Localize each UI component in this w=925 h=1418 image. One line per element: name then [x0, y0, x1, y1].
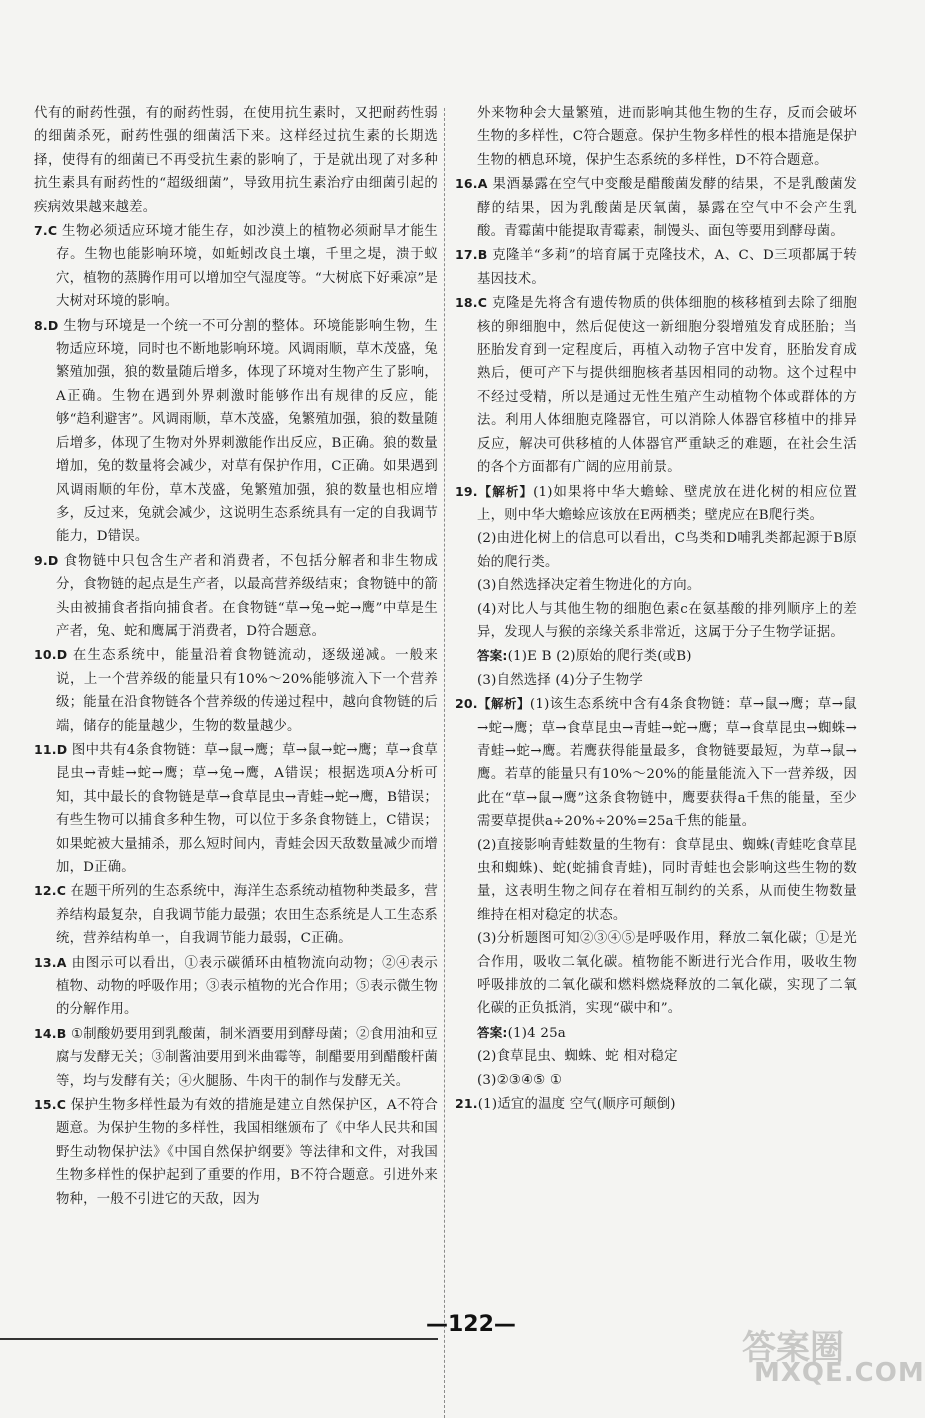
- paragraph: [455, 669, 857, 692]
- paragraph: [455, 834, 857, 928]
- question-lead: 15.C: [34, 1097, 67, 1113]
- paragraph-text: 保护生物多样性最为有效的措施是建立自然保护区，A不符合题意。为保护生物的多样性，我国相继颁布了《中华人民共和国野生动物保护法》《中国自然保护纲要》等法律和文件，对我国生物多样性的保护起到了重要的作用，B不符合题意。引进外来物种，一般不引进它的天敌，因为: [56, 1098, 438, 1207]
- question-lead: 12.C: [34, 883, 67, 899]
- page-number: —122—: [426, 1312, 516, 1337]
- paragraph-text: 图中共有4条食物链：草→鼠→鹰；草→鼠→蛇→鹰；草→食草昆虫→青蛙→蛇→鹰；草→兔→鹰，A错误；根据选项A分析可知，其中最长的食物链是草→食草昆虫→青蛙→蛇→鹰，B错误；有些生物可以捕食多种生物，可以位于多条食物链上，C错误；如果蛇被大量捕杀，那么短时间内，青蛙会因天敌数量减少而增加，D正确。: [56, 742, 438, 875]
- question-lead: 7.C: [34, 223, 58, 239]
- paragraph-text: (1)E B (2)原始的爬行类(或B): [507, 649, 692, 665]
- question-lead: 答案:: [477, 648, 508, 664]
- paragraph: [455, 927, 857, 1021]
- paragraph-text: 在题干所列的生态系统中，海洋生态系统动植物种类最多，营养结构最复杂，自我调节能力最强；农田生态系统是人工生态系统，营养结构单一，自我调节能力最弱，C正确。: [56, 884, 438, 947]
- paragraph-text: (3)②③④⑤ ①: [477, 1072, 563, 1088]
- paragraph: [455, 291, 857, 479]
- paragraph: [34, 879, 438, 950]
- paragraph-text: (3)自然选择决定着生物进化的方向。: [477, 578, 701, 594]
- question-lead: 8.D: [34, 317, 59, 333]
- question-lead: 答案:: [477, 1024, 508, 1040]
- question-lead: 10.D: [34, 647, 68, 663]
- paragraph-text: 果酒暴露在空气中变酸是醋酸菌发酵的结果，不是乳酸菌发酵的结果，因为乳酸菌是厌氧菌，暴露在空气中不会产生乳酸。青霉菌中能提取青霉素，制馒头、面包等要用到酵母菌。: [477, 177, 857, 240]
- paragraph: [34, 102, 438, 219]
- paragraph: [34, 1022, 438, 1093]
- paragraph: [455, 1069, 857, 1092]
- paragraph-text: (1)如果将中华大蟾蜍、壁虎放在进化树的相应位置上，则中华大蟾蜍应该放在E两栖类；壁虎应在B爬行类。: [477, 484, 857, 523]
- paragraph: [34, 549, 438, 644]
- paragraph: [455, 644, 857, 668]
- paragraph-text: (1)适宜的温度 空气(顺序可颠倒): [477, 1097, 676, 1113]
- question-lead: 18.C: [455, 295, 488, 311]
- left-column: [34, 102, 438, 1211]
- question-lead: 19.【解析】: [455, 483, 534, 499]
- question-lead: 13.A: [34, 954, 67, 970]
- paragraph-text: (2)食草昆虫、蜘蛛、蛇 相对稳定: [477, 1049, 678, 1065]
- paragraph-text: (2)直接影响青蛙数量的生物有：食草昆虫、蜘蛛(青蛙吃食草昆虫和蜘蛛)、蛇(蛇捕食青蛙)，同时青蛙也会影响这些生物的数量，这表明生物之间存在着相互制约的关系，从而使生物数量维持在相对稳定的状态。: [477, 837, 857, 923]
- paragraph: [34, 1093, 438, 1211]
- watermark-logo: [742, 1320, 925, 1388]
- paragraph: [455, 172, 857, 243]
- paragraph-text: ①制酸奶要用到乳酸菌，制米酒要用到酵母菌；②食用油和豆腐与发酵无关；③制酱油要用到米曲霉等，制醋要用到醋酸杆菌等，均与发酵有关；④火腿肠、牛肉干的制作与发酵无关。: [56, 1026, 438, 1089]
- bottom-rule: [0, 1338, 438, 1340]
- question-lead: 17.B: [455, 247, 488, 263]
- question-lead: 14.B: [34, 1025, 67, 1041]
- paragraph: [455, 527, 857, 574]
- question-lead: 21.: [455, 1096, 478, 1112]
- paragraph-text: 生物与环境是一个统一不可分割的整体。环境能影响生物，生物适应环境，同时也不断地影响环境。风调雨顺，草木茂盛，兔繁殖加强，狼的数量随后增多，体现了环境对生物产生了影响，A正确。生物在遇到外界刺激时能够作出有规律的反应，能够“趋利避害”。风调雨顺，草木茂盛，兔繁殖加强，狼的数量随后增多，体现了生物对外界刺激能作出反应，B正确。狼的数量增加，兔的数量将会减少，对草有保护作用，C正确。如果遇到风调雨顺的年份，草木茂盛，兔繁殖加强，狼的数量也相应增多，反过来，兔就会减少，这说明生态系统具有一定的自我调节能力，D错误。: [56, 318, 438, 545]
- question-lead: 11.D: [34, 741, 68, 757]
- column-divider: [444, 108, 445, 1418]
- paragraph-text: (3)分析题图可知②③④⑤是呼吸作用，释放二氧化碳；①是光合作用，吸收二氧化碳。植物能不断进行光合作用，吸收生物呼吸排放的二氧化碳和燃料燃烧释放的二氧化碳，实现了二氧化碳的正负抵消，实现“碳中和”。: [477, 931, 857, 1017]
- paragraph-text: 食物链中只包含生产者和消费者，不包括分解者和非生物成分，食物链的起点是生产者，以最高营养级结束；食物链中的箭头由被捕食者指向捕食者。在食物链“草→兔→蛇→鹰”中草是生产者，兔、蛇和鹰属于消费者，D符合题意。: [56, 553, 438, 639]
- question-lead: 16.A: [455, 176, 488, 192]
- paragraph-text: 外来物种会大量繁殖，进而影响其他生物的生存，反而会破坏生物的多样性，C符合题意。保护生物多样性的根本措施是保护生物的栖息环境，保护生态系统的多样性，D不符合题意。: [477, 106, 857, 168]
- paragraph: [455, 1021, 857, 1045]
- paragraph: [34, 314, 438, 549]
- paragraph-text: (1)该生态系统中含有4条食物链：草→鼠→鹰；草→鼠→蛇→鹰；草→食草昆虫→青蛙→蛇→鹰；草→食草昆虫→蜘蛛→青蛙→蛇→鹰。若鹰获得能量最多，食物链要最短，为草→鼠→鹰。若草的能量只有10%～20%的能量能流入下一营养级，因此在“草→鼠→鹰”这条食物链中，鹰要获得a千焦的能量，至少需要草提供a÷20%÷20%=25a千焦的能量。: [477, 697, 857, 830]
- question-lead: 20.【解析】: [455, 696, 530, 712]
- paragraph: [455, 598, 857, 645]
- paragraph-text: 克隆是先将含有遗传物质的供体细胞的核移植到去除了细胞核的卵细胞中，然后促使这一新细胞分裂增殖发育成胚胎；当胚胎发育到一定程度后，再植入动物子宫中发育，胚胎发育成熟后，便可产下与提供细胞核者基因相同的动物。这个过程中不经过受精，所以是通过无性生殖产生动植物个体或群体的方法。利用人体细胞克隆器官，可以消除人体器官移植中的排异反应，解决可供移植的人体器官严重缺乏的难题，在社会生活的各个方面都有广阔的应用前景。: [477, 296, 857, 476]
- paragraph: [455, 243, 857, 291]
- paragraph: [34, 738, 438, 879]
- paragraph-text: (2)由进化树上的信息可以看出，C鸟类和D哺乳类都起源于B原始的爬行类。: [477, 531, 857, 570]
- paragraph-text: (4)对比人与其他生物的细胞色素c在氨基酸的排列顺序上的差异，发现人与猴的亲缘关系非常近，这属于分子生物学证据。: [477, 601, 857, 640]
- paragraph-text: 克隆羊“多莉”的培育属于克隆技术，A、C、D三项都属于转基因技术。: [477, 248, 857, 287]
- paragraph: [34, 643, 438, 738]
- watermark-cn: 答案圈: [742, 1328, 844, 1368]
- paragraph-text: 代有的耐药性强，有的耐药性弱，在使用抗生素时，又把耐药性弱的细菌杀死，耐药性强的细菌活下来。这样经过抗生素的长期选择，使得有的细菌已不再受抗生素的影响了，于是就出现了对多种抗生素具有耐药性的“超级细菌”，导致用抗生素治疗由细菌引起的疾病效果越来越差。: [34, 106, 438, 215]
- paragraph: [34, 951, 438, 1022]
- paragraph-text: (3)自然选择 (4)分子生物学: [477, 672, 643, 688]
- paragraph-text: 由图示可以看出，①表示碳循环由植物流向动物；②④表示植物、动物的呼吸作用；③表示植物的光合作用；⑤表示微生物的分解作用。: [56, 955, 438, 1018]
- paragraph-text: 在生态系统中，能量沿着食物链流动，逐级递减。一般来说，上一个营养级的能量只有10%～20%能够流入下一个营养级；能量在沿食物链各个营养级的传递过程中，越向食物链的后端，储存的能量越少，生物的数量越少。: [56, 648, 438, 734]
- paragraph: [34, 219, 438, 314]
- question-lead: 9.D: [34, 552, 59, 568]
- right-column: [455, 102, 857, 1116]
- paragraph-text: (1)4 25a: [507, 1025, 566, 1041]
- paragraph: [455, 574, 857, 597]
- paragraph: [455, 480, 857, 528]
- paragraph: [455, 1045, 857, 1068]
- paragraph: [455, 102, 857, 172]
- paragraph: [455, 1092, 857, 1116]
- paragraph: [455, 692, 857, 833]
- watermark-en: MXQE.COM: [754, 1358, 925, 1388]
- paragraph-text: 生物必须适应环境才能生存，如沙漠上的植物必须耐旱才能生存。生物也能影响环境，如蚯蚓改良土壤，千里之堤，溃于蚁穴，植物的蒸腾作用可以增加空气湿度等。“大树底下好乘凉”是大树对环境的影响。: [56, 224, 438, 310]
